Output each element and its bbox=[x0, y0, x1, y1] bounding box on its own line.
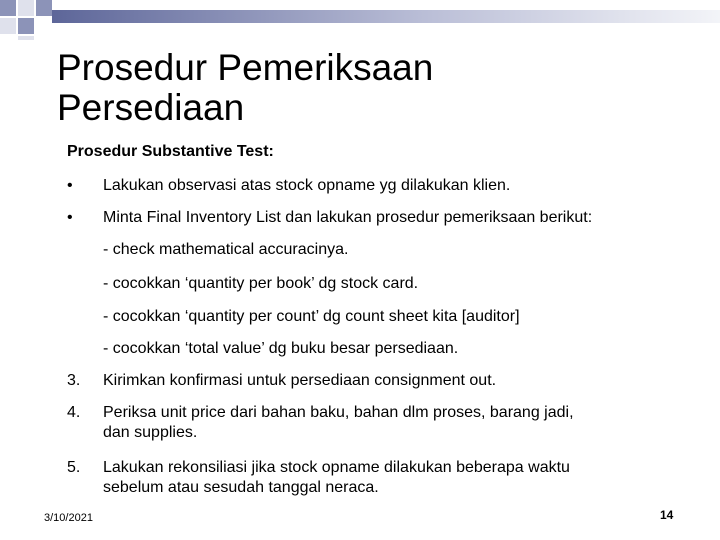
header-square bbox=[18, 36, 34, 40]
numbered-item-text bbox=[103, 371, 703, 391]
section-subtitle: Prosedur Substantive Test: bbox=[67, 143, 274, 160]
list-item-text: Minta Final Inventory List dan lakukan prosedur pemeriksaan berikut: bbox=[103, 209, 593, 226]
numbered-item-line: Periksa unit price dari bahan baku, bahan dlm proses, barang jadi, bbox=[103, 404, 574, 421]
numbered-item-text bbox=[103, 403, 703, 443]
numbered-item-line: Kirimkan konfirmasi untuk persediaan consignment out. bbox=[103, 372, 497, 389]
page-number: 14 bbox=[660, 508, 674, 522]
header-square bbox=[36, 18, 52, 34]
list-item-text: Lakukan observasi atas stock opname yg dilakukan klien. bbox=[103, 177, 511, 194]
number-marker: 4. bbox=[67, 404, 81, 421]
title-line-2: Persediaan bbox=[57, 87, 245, 128]
header-square bbox=[36, 0, 52, 16]
bullet-marker: • bbox=[67, 177, 73, 194]
header-square bbox=[0, 18, 16, 34]
header-square bbox=[0, 0, 16, 16]
bullet-marker: • bbox=[67, 209, 73, 226]
numbered-item-line: dan supplies. bbox=[103, 424, 198, 441]
slide-title bbox=[57, 48, 697, 128]
header-gradient-bar bbox=[52, 10, 720, 23]
number-marker: 5. bbox=[67, 459, 81, 476]
sub-list-item: - cocokkan ‘quantity per count’ dg count sheet kita [auditor] bbox=[103, 308, 520, 325]
numbered-item-line: Lakukan rekonsiliasi jika stock opname dilakukan beberapa waktu bbox=[103, 459, 570, 476]
sub-list-item: - cocokkan ‘quantity per book’ dg stock card. bbox=[103, 275, 419, 292]
sub-list-item: - cocokkan ‘total value’ dg buku besar persediaan. bbox=[103, 340, 459, 357]
header-decoration bbox=[0, 0, 720, 40]
header-square bbox=[18, 0, 34, 16]
header-square bbox=[18, 18, 34, 34]
numbered-item-text bbox=[103, 458, 703, 498]
numbered-item-line: sebelum atau sesudah tanggal neraca. bbox=[103, 479, 379, 496]
title-line-1: Prosedur Pemeriksaan bbox=[57, 47, 434, 88]
number-marker: 3. bbox=[67, 372, 81, 389]
footer-date: 3/10/2021 bbox=[44, 512, 93, 524]
sub-list-item: - check mathematical accuracinya. bbox=[103, 241, 349, 258]
